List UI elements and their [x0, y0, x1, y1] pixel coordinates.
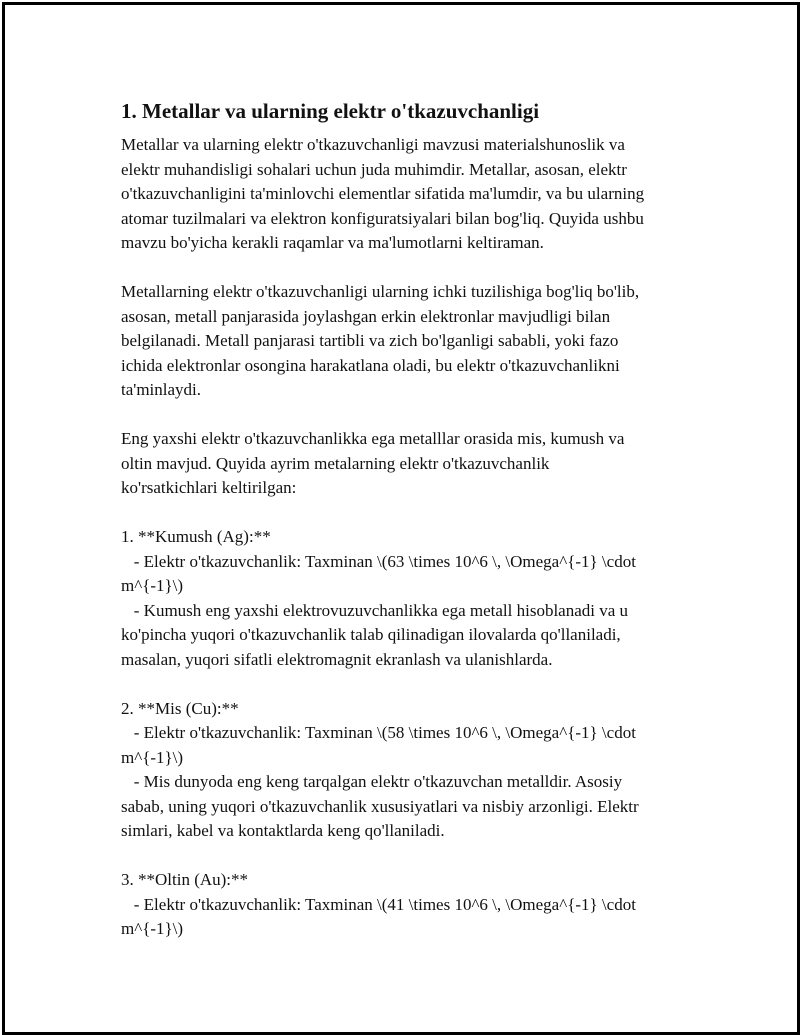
- page-frame: [2, 2, 800, 1035]
- section-heading: 1. Metallar va ularning elektr o'tkazuvchanligi: [121, 99, 540, 123]
- list-item-silver: 1. **Kumush (Ag):** - Elektr o'tkazuvchanlik: Taxminan \(63 \times 10^6 \, \Omega^{-1} \cdot m^{-1}\) - Kumush eng yaxshi elektrovuzuvchanlikka ega metall hisoblanadi va u ko'pincha yuqori o'tkazuvchanlik talab qilinadigan ilovalarda qo'llaniladi, masalan, yuqori sifatli elektromagnit ekranlash va ulanishlarda.: [121, 527, 636, 669]
- list-item-gold: 3. **Oltin (Au):** - Elektr o'tkazuvchanlik: Taxminan \(41 \times 10^6 \, \Omega^{-1} \cdot m^{-1}\): [121, 870, 636, 938]
- document-content: [121, 97, 691, 942]
- paragraph-best-metals: Eng yaxshi elektr o'tkazuvchanlikka ega metalllar orasida mis, kumush va oltin mavjud. Quyida ayrim metalarning elektr o'tkazuvchanlik ko'rsatkichlari keltirilgan:: [121, 429, 625, 497]
- paragraph-intro: Metallar va ularning elektr o'tkazuvchanligi mavzusi materialshunoslik va elektr muhandisligi sohalari uchun juda muhimdir. Metallar, asosan, elektr o'tkazuvchanligini ta'minlovchi elementlar sifatida ma'lumdir, va bu ularning atomar tuzilmalari va elektron konfiguratsiyalari bilan bog'liq. Quyida ushbu mavzu bo'yicha kerakli raqamlar va ma'lumotlarni keltiraman.: [121, 135, 645, 252]
- paragraph-structure: Metallarning elektr o'tkazuvchanligi ularning ichki tuzilishiga bog'liq bo'lib, asosan, metall panjarasida joylashgan erkin elektronlar mavjudligi bilan belgilanadi. Metall panjarasi tartibli va zich bo'lganligi sababli, yoki fazo ichida elektronlar osongina harakatlana oladi, bu elektr o'tkazuvchanlikni ta'minlaydi.: [121, 282, 640, 399]
- list-item-copper: 2. **Mis (Cu):** - Elektr o'tkazuvchanlik: Taxminan \(58 \times 10^6 \, \Omega^{-1} \cdot m^{-1}\) - Mis dunyoda eng keng tarqalgan elektr o'tkazuvchan metalldir. Asosiy sabab, uning yuqori o'tkazuvchanlik xususiyatlari va nisbiy arzonligi. Elektr simlari, kabel va kontaktlarda keng qo'llaniladi.: [121, 698, 639, 840]
